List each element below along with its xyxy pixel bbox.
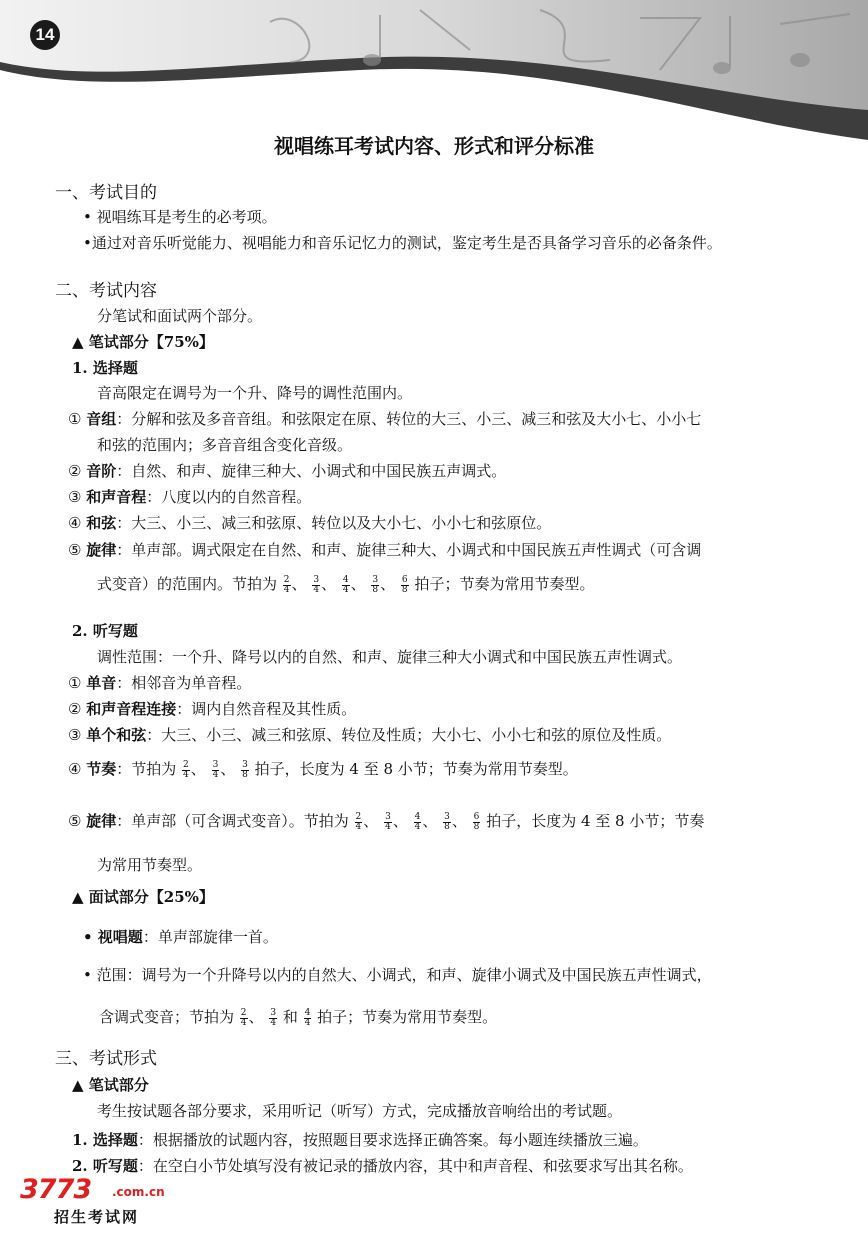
separator: 、 <box>422 812 438 830</box>
item-label: 旋律 <box>86 541 117 559</box>
item-number: ① <box>68 410 82 428</box>
dictation-intro: 调性范围：一个升、降号以内的自然、和声、旋律三种大小调式和中国民族五声性调式。 <box>97 648 683 666</box>
separator: 、 <box>380 575 396 593</box>
time-signature-6-8: $\frac{6}{8}$ <box>401 574 408 595</box>
dictation-item-1 <box>68 674 251 692</box>
time-signature-3-4: $\frac{3}{4}$ <box>313 574 320 595</box>
content-intro: 分笔试和面试两个部分。 <box>97 307 263 325</box>
section-heading-content: 二、考试内容 <box>55 281 157 301</box>
item-text: 拍子；节奏为常用节奏型。 <box>414 575 595 593</box>
dictation-item-2 <box>68 700 356 718</box>
time-signature-4-4: $\frac{4}{4}$ <box>342 574 349 595</box>
time-signature-6-8: $\frac{6}{8}$ <box>473 811 480 832</box>
dictation-questions-title: 2. 听写题 <box>72 622 138 640</box>
time-signature-4-4: $\frac{4}{4}$ <box>414 811 421 832</box>
separator: 、 <box>363 812 379 830</box>
format-item-1 <box>72 1131 648 1149</box>
item-number: ⑤ <box>68 812 82 830</box>
item-text: ：分解和弦及多音音组。和弦限定在原、转位的大三、小三、减三和弦及大小七、小小七 <box>116 410 702 428</box>
time-signature-2-4: $\frac{2}{4}$ <box>355 811 362 832</box>
page-number-badge: 14 <box>30 20 60 50</box>
purpose-bullet-2: •通过对音乐听觉能力、视唱能力和音乐记忆力的测试，鉴定考生是否具备学习音乐的必备条件。 <box>83 234 722 252</box>
site-logo <box>20 1174 180 1230</box>
choice-item-5-continued <box>97 575 594 595</box>
item-text: 拍子，长度为 4 至 8 小节；节奏为常用节奏型。 <box>254 760 578 778</box>
separator: 、 <box>321 575 337 593</box>
time-signature-2-4: $\frac{2}{4}$ <box>283 574 290 595</box>
separator: 、 <box>248 1008 264 1026</box>
item-text: ：八度以内的自然音程。 <box>146 488 312 506</box>
item-number: ② <box>68 462 82 480</box>
time-signature-3-8: $\frac{3}{8}$ <box>444 811 450 832</box>
header-music-banner <box>0 0 868 140</box>
section-heading-format: 三、考试形式 <box>55 1049 157 1069</box>
item-label: • 视唱题 <box>83 928 143 946</box>
choice-intro: 音高限定在调号为一个升、降号的调性范围内。 <box>97 384 413 402</box>
item-text: ：单声部（可含调式变音）。节拍为 <box>116 812 349 830</box>
time-signature-2-4: $\frac{2}{4}$ <box>183 759 189 780</box>
section-heading-purpose: 一、考试目的 <box>55 183 157 203</box>
item-label: 1. 选择题 <box>72 1131 138 1149</box>
format-written-heading: ▲ 笔试部分 <box>72 1076 149 1094</box>
choice-questions-title: 1. 选择题 <box>72 359 138 377</box>
item-label: 单个和弦 <box>86 726 147 744</box>
time-signature-3-8: $\frac{3}{8}$ <box>242 759 248 780</box>
item-label: 音组 <box>86 410 117 428</box>
item-number: ④ <box>68 514 82 532</box>
dictation-item-5-continued: 为常用节奏型。 <box>97 856 203 874</box>
item-label: 节奏 <box>86 760 117 778</box>
item-text: 式变音）的范围内。节拍为 <box>97 575 278 593</box>
choice-item-3 <box>68 488 311 506</box>
choice-item-1-continued: 和弦的范围内；多音音组含变化音级。 <box>97 436 353 454</box>
item-label: 2. 听写题 <box>72 1157 138 1175</box>
oral-part-heading: ▲ 面试部分【25%】 <box>72 888 214 906</box>
time-signature-3-4: $\frac{3}{4}$ <box>385 811 391 832</box>
item-label: 音阶 <box>86 462 117 480</box>
oral-bullet-1 <box>83 928 278 946</box>
time-signature-4-4: $\frac{4}{4}$ <box>304 1007 311 1028</box>
item-text: 含调式变音；节拍为 <box>99 1008 235 1026</box>
oral-bullet-2-continued <box>99 1008 497 1028</box>
item-text: 拍子；节奏为常用节奏型。 <box>317 1008 498 1026</box>
item-text: ：大三、小三、减三和弦原、转位及性质；大小七、小小七和弦的原位及性质。 <box>146 726 672 744</box>
choice-item-4 <box>68 514 551 532</box>
dictation-item-4 <box>68 760 578 780</box>
item-text: 拍子，长度为 4 至 8 小节；节奏 <box>486 812 705 830</box>
choice-item-2 <box>68 462 506 480</box>
item-text: ：单声部。调式限定在自然、和声、旋律三种大、小调式和中国民族五声性调式（可含调 <box>116 541 702 559</box>
logo-domain: .com.cn <box>112 1185 165 1199</box>
written-part-heading: ▲ 笔试部分【75%】 <box>72 333 214 351</box>
logo-number: 3773 <box>20 1174 92 1205</box>
item-text: ：调内自然音程及其性质。 <box>176 700 357 718</box>
item-text: ：根据播放的试题内容，按照题目要求选择正确答案。每小题连续播放三遍。 <box>137 1131 648 1149</box>
time-signature-3-4: $\frac{3}{4}$ <box>212 759 219 780</box>
separator: 、 <box>291 575 307 593</box>
separator: 、 <box>392 812 408 830</box>
oral-bullet-2: • 范围：调号为一个升降号以内的自然大、小调式，和声、旋律小调式及中国民族五声性调式， <box>83 966 712 984</box>
separator: 、 <box>350 575 366 593</box>
time-signature-2-4: $\frac{2}{4}$ <box>240 1007 247 1028</box>
dictation-item-3 <box>68 726 671 744</box>
separator: 、 <box>220 760 236 778</box>
format-intro: 考生按试题各部分要求，采用听记（听写）方式，完成播放音响给出的考试题。 <box>97 1102 623 1120</box>
choice-item-1 <box>68 410 701 428</box>
item-text: 和 <box>282 1008 298 1026</box>
time-signature-3-8: $\frac{3}{8}$ <box>372 574 379 595</box>
item-number: ⑤ <box>68 541 82 559</box>
item-label: 旋律 <box>86 812 117 830</box>
item-text: ：相邻音为单音程。 <box>116 674 252 692</box>
format-item-2 <box>72 1157 693 1175</box>
item-text: ：自然、和声、旋律三种大、小调式和中国民族五声调式。 <box>116 462 507 480</box>
item-number: ① <box>68 674 82 692</box>
separator: 、 <box>451 812 467 830</box>
item-label: 和弦 <box>86 514 117 532</box>
item-label: 单音 <box>86 674 117 692</box>
time-signature-3-4: $\frac{3}{4}$ <box>270 1007 277 1028</box>
item-text: ：单声部旋律一首。 <box>142 928 278 946</box>
item-text: ：大三、小三、减三和弦原、转位以及大小七、小小七和弦原位。 <box>116 514 552 532</box>
page-title: 视唱练耳考试内容、形式和评分标准 <box>274 134 594 158</box>
item-number: ③ <box>68 488 82 506</box>
logo-tagline: 招生考试网 <box>54 1208 140 1226</box>
choice-item-5 <box>68 541 701 559</box>
purpose-bullet-1: • 视唱练耳是考生的必考项。 <box>83 208 277 226</box>
item-number: ② <box>68 700 82 718</box>
item-label: 和声音程连接 <box>86 700 177 718</box>
item-number: ④ <box>68 760 82 778</box>
item-number: ③ <box>68 726 82 744</box>
separator: 、 <box>190 760 206 778</box>
dictation-item-5 <box>68 812 704 832</box>
item-label: 和声音程 <box>86 488 147 506</box>
item-text: ：在空白小节处填写没有被记录的播放内容，其中和声音程、和弦要求写出其名称。 <box>137 1157 693 1175</box>
item-text: ：节拍为 <box>116 760 177 778</box>
